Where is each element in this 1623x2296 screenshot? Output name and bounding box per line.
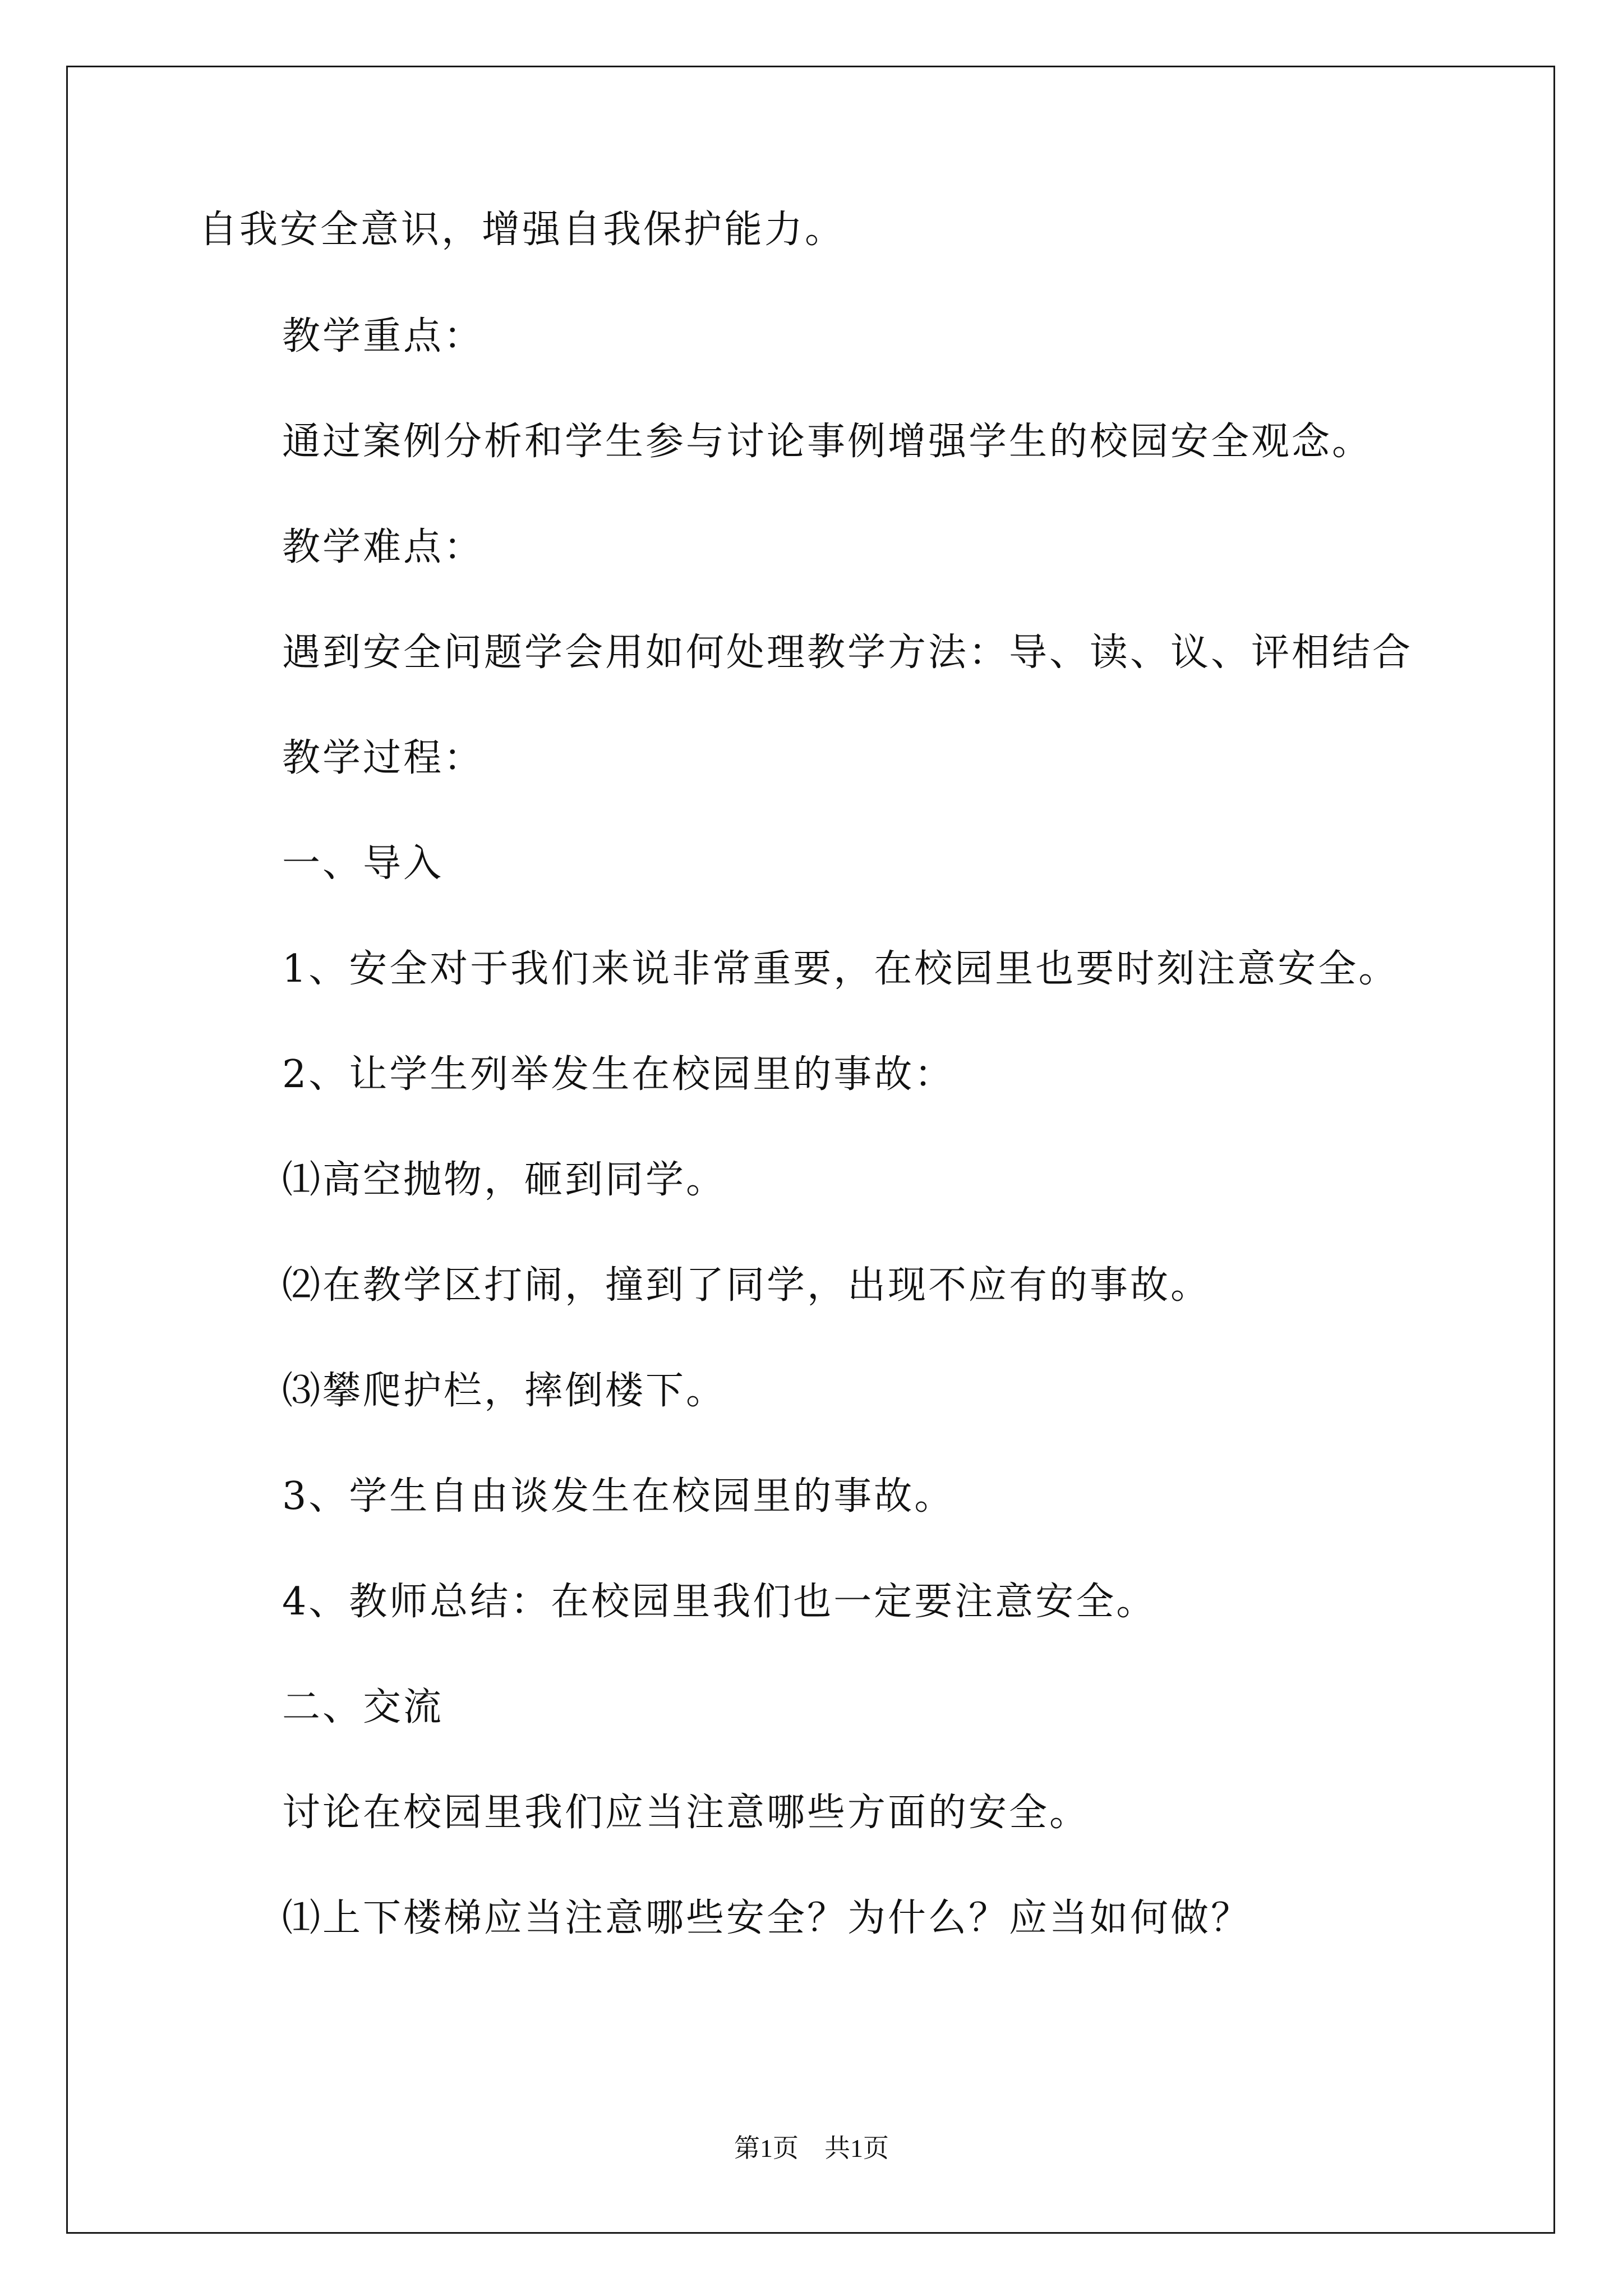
section-heading: 教学重点： <box>282 314 485 358</box>
section-heading: 二、交流 <box>282 1685 444 1729</box>
list-item: ⑴上下楼梯应当注意哪些安全？为什么？应当如何做？ <box>282 1896 1252 1940</box>
section-heading: 教学难点： <box>282 525 485 569</box>
list-item: 4、教师总结：在校园里我们也一定要注意安全。 <box>282 1580 1157 1624</box>
paragraph-line: 通过案例分析和学生参与讨论事例增强学生的校园安全观念。 <box>282 420 1373 464</box>
section-heading: 教学过程： <box>282 736 485 780</box>
list-item: ⑵在教学区打闹，撞到了同学，出现不应有的事故。 <box>282 1263 1211 1308</box>
paragraph-line: 遇到安全问题学会用如何处理教学方法：导、读、议、评相结合 <box>282 631 1413 675</box>
list-item: ⑶攀爬护栏，摔倒楼下。 <box>282 1369 727 1413</box>
page-number-footer: 第1页 共1页 <box>734 2134 889 2162</box>
list-item: 3、学生自由谈发生在校园里的事故。 <box>282 1474 955 1519</box>
list-item: 2、让学生列举发生在校园里的事故： <box>282 1052 955 1097</box>
paragraph-line: 讨论在校园里我们应当注意哪些方面的安全。 <box>282 1791 1090 1835</box>
list-item: ⑴高空抛物，砸到同学。 <box>282 1158 727 1202</box>
list-item: 1、安全对于我们来说非常重要，在校园里也要时刻注意安全。 <box>282 947 1399 991</box>
section-heading: 一、导入 <box>282 841 444 886</box>
paragraph-line: 自我安全意识，增强自我保护能力。 <box>199 208 846 252</box>
